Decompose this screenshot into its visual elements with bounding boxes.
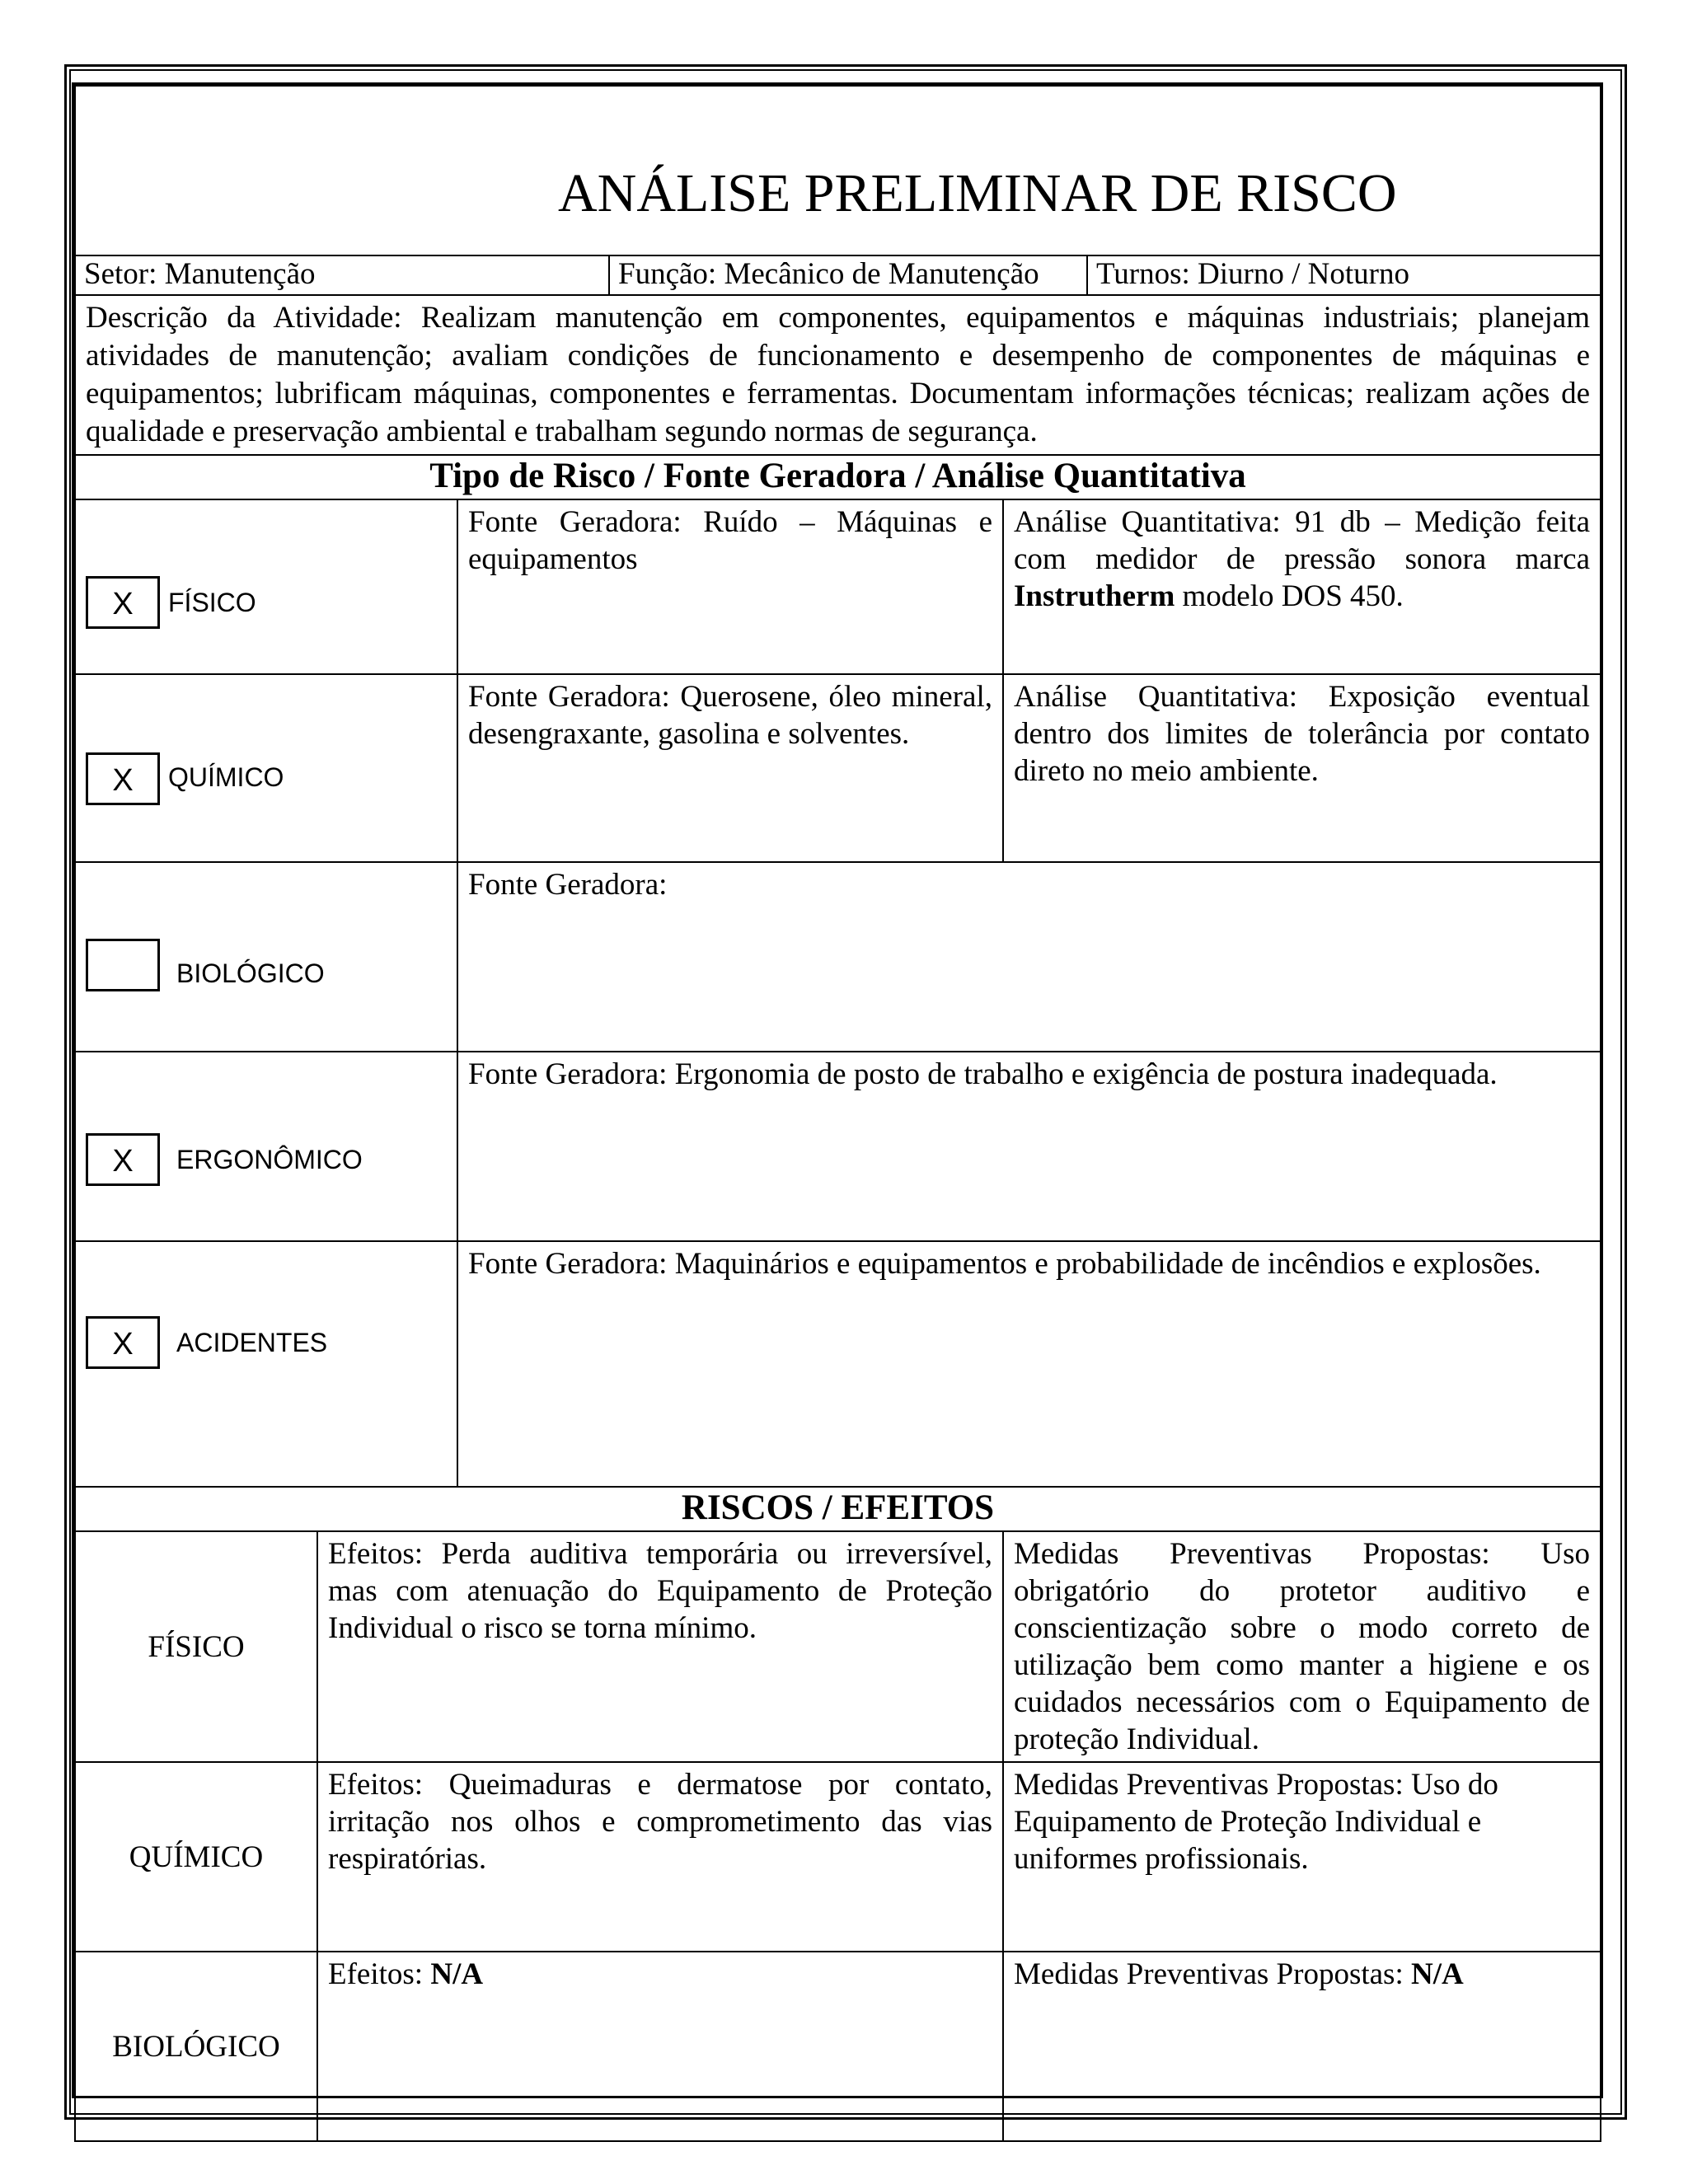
risk-row-ergonomico — [75, 1052, 1601, 1241]
risk-checkbox[interactable]: X — [86, 576, 160, 629]
fonte-geradora-cell: Fonte Geradora: Querosene, óleo mineral, desengraxante, gasolina e solventes. — [457, 674, 1003, 862]
risk-row-acidentes — [75, 1241, 1601, 1487]
effects-section-heading: RISCOS / EFEITOS — [75, 1487, 1601, 1531]
medidas-cell — [1003, 1952, 1601, 2141]
medidas-label: Medidas Preventivas Propostas: — [1014, 1957, 1411, 1991]
efeitos-value: N/A — [430, 1957, 484, 1991]
risk-type-cell — [75, 674, 457, 862]
form-table — [74, 85, 1601, 2142]
efeitos-cell — [317, 1952, 1003, 2141]
funcao-field: Função: Mecânico de Manutenção — [609, 255, 1087, 295]
analise-quantitativa-cell: Análise Quantitativa: Exposição eventual dentro dos limites de tolerância por contato direto no meio ambiente. — [1003, 674, 1601, 862]
risk-type-cell — [75, 1052, 457, 1241]
title-cell — [75, 86, 1601, 255]
medidas-value: N/A — [1410, 1957, 1464, 1991]
effects-row-fisico — [75, 1531, 1601, 1762]
efeitos-label: Efeitos: — [328, 1957, 431, 1991]
fonte-geradora-cell: Fonte Geradora: Ergonomia de posto de trabalho e exigência de postura inadequada. — [457, 1052, 1601, 1241]
risk-row-quimico — [75, 674, 1601, 862]
risk-checkbox[interactable]: X — [86, 1316, 160, 1369]
risk-type-label: ACIDENTES — [176, 1328, 328, 1357]
effects-risk-name: BIOLÓGICO — [75, 1952, 317, 2141]
risk-checkbox[interactable] — [86, 939, 160, 991]
setor-field: Setor: Manutenção — [75, 255, 609, 295]
analise-model: modelo DOS 450. — [1175, 579, 1404, 613]
page-title: ANÁLISE PRELIMINAR DE RISCO — [558, 163, 1397, 223]
turnos-field: Turnos: Diurno / Noturno — [1087, 255, 1601, 295]
medidas-cell: Medidas Preventivas Propostas: Uso do Equipamento de Proteção Individual e uniformes profissionais. — [1003, 1762, 1601, 1952]
analise-text: Análise Quantitativa: 91 db – Medição feita com medidor de pressão sonora marca — [1014, 505, 1590, 576]
efeitos-cell: Efeitos: Queimaduras e dermatose por contato, irritação nos olhos e comprometimento das vias respiratórias. — [317, 1762, 1003, 1952]
medidas-cell: Medidas Preventivas Propostas: Uso obrigatório do protetor auditivo e conscientização sobre o modo correto de utilização bem como manter a higiene e os cuidados necessários com o Equipamento de proteção Individual. — [1003, 1531, 1601, 1762]
fonte-geradora-cell: Fonte Geradora: — [457, 862, 1601, 1052]
risk-checkbox[interactable]: X — [86, 1133, 160, 1186]
risk-type-label: ERGONÔMICO — [176, 1145, 363, 1174]
risk-type-cell — [75, 862, 457, 1052]
fonte-geradora-cell: Fonte Geradora: Maquinários e equipamentos e probabilidade de incêndios e explosões. — [457, 1241, 1601, 1487]
risk-type-label: FÍSICO — [168, 588, 256, 617]
risk-type-cell — [75, 499, 457, 674]
effects-risk-name: QUÍMICO — [75, 1762, 317, 1952]
risk-section-heading: Tipo de Risco / Fonte Geradora / Análise Quantitativa — [75, 455, 1601, 499]
analise-brand: Instrutherm — [1014, 579, 1175, 613]
risk-row-biologico — [75, 862, 1601, 1052]
efeitos-cell: Efeitos: Perda auditiva temporária ou irreversível, mas com atenuação do Equipamento de Proteção Individual o risco se torna mínimo. — [317, 1531, 1003, 1762]
effects-risk-name: FÍSICO — [75, 1531, 317, 1762]
effects-row-biologico — [75, 1952, 1601, 2141]
analise-quantitativa-cell — [1003, 499, 1601, 674]
effects-row-quimico — [75, 1762, 1601, 1952]
fonte-geradora-cell: Fonte Geradora: Ruído – Máquinas e equipamentos — [457, 499, 1003, 674]
risk-type-label: BIOLÓGICO — [176, 958, 325, 988]
risk-type-label: QUÍMICO — [168, 762, 284, 792]
activity-description: Descrição da Atividade: Realizam manutenção em componentes, equipamentos e máquinas industriais; planejam atividades de manutenção; avaliam condições de funcionamento e desempenho de componentes de máquinas e equipamentos; lubrificam máquinas, componentes e ferramentas. Documentam informações técnicas; realizam ações de qualidade e preservação ambiental e trabalham segundo normas de segurança. — [75, 295, 1601, 455]
risk-checkbox[interactable]: X — [86, 752, 160, 805]
risk-analysis-form — [72, 82, 1603, 2098]
risk-type-cell — [75, 1241, 457, 1487]
risk-row-fisico — [75, 499, 1601, 674]
